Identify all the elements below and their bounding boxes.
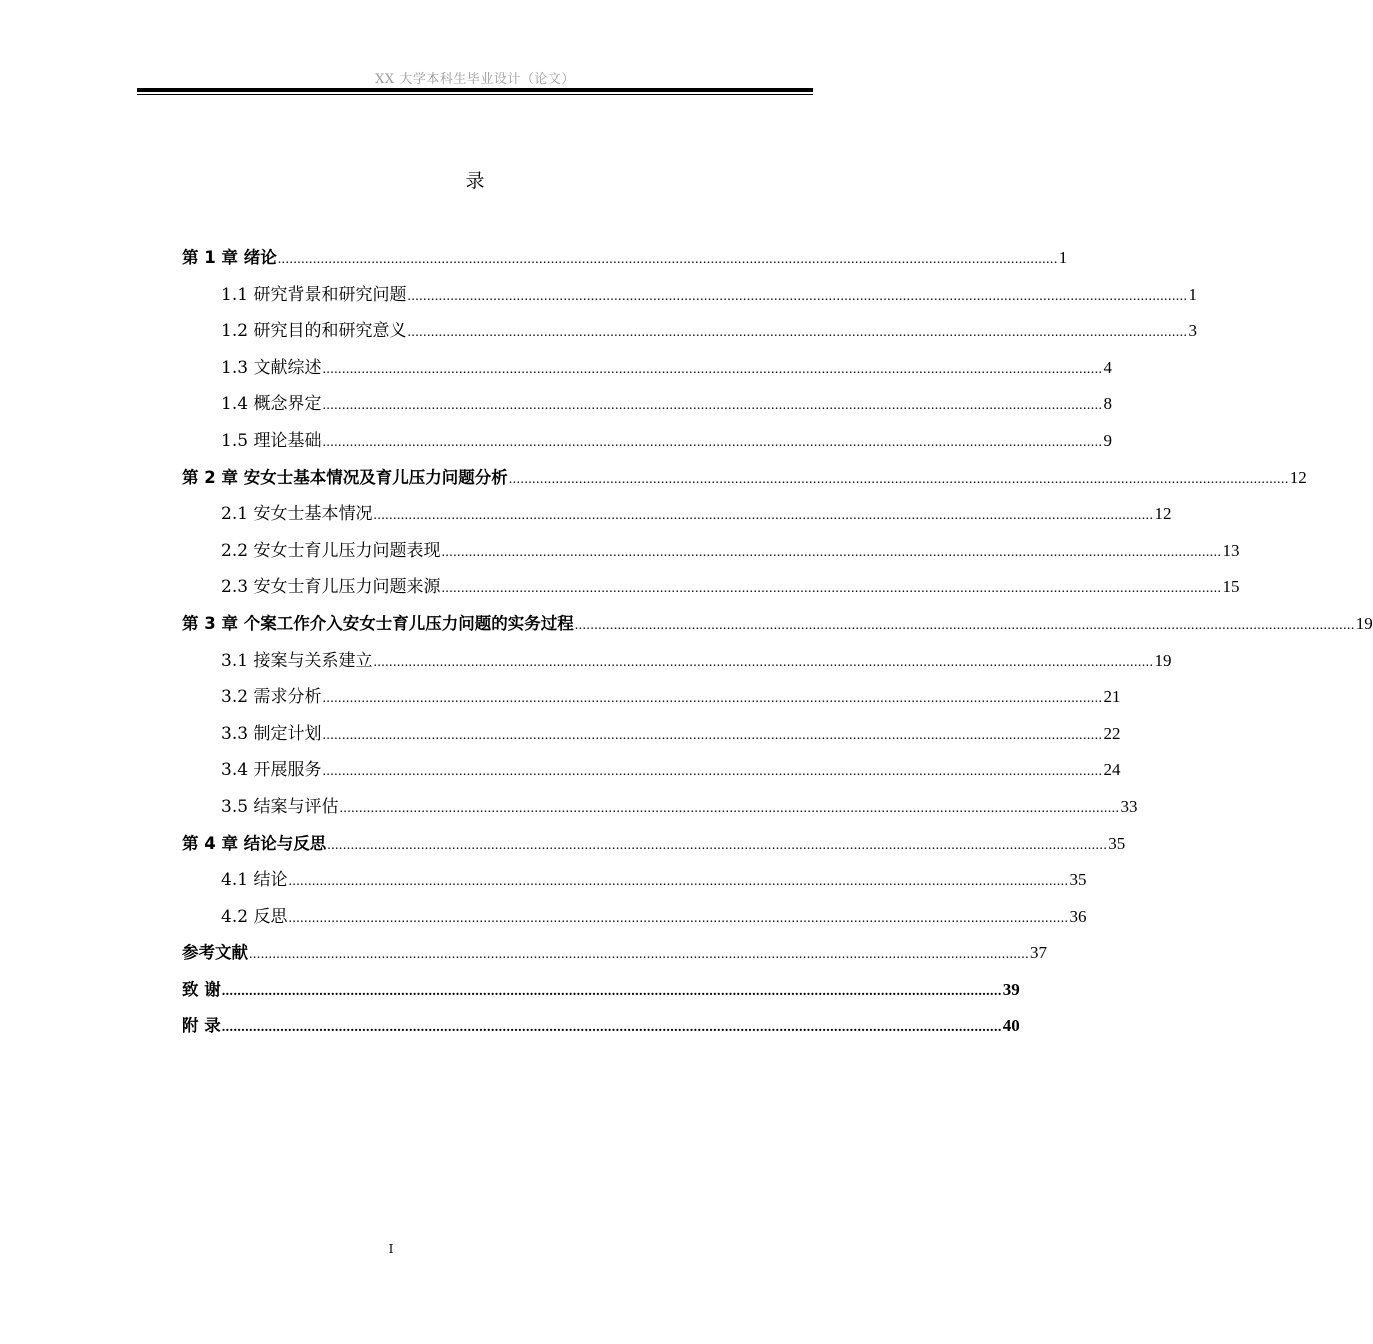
- toc-entry-page: 35: [1069, 870, 1087, 890]
- toc-entry-page: 15: [1222, 577, 1240, 597]
- toc-leader-dots: ........................................................................................................................................................................................................: [322, 398, 1103, 414]
- toc-entry-section-3-5[interactable]: [182, 789, 1138, 826]
- toc-entry-label: 3.1 接案与关系建立: [221, 650, 373, 671]
- toc-leader-dots: ........................................................................................................................................................................................................: [288, 874, 1069, 890]
- toc-leader-dots: ........................................................................................................................................................................................................: [322, 361, 1103, 377]
- toc-leader-dots: ........................................................................................................................................................................................................: [322, 727, 1103, 743]
- toc-entry-chapter-1[interactable]: [182, 240, 1068, 277]
- toc-leader-dots: ........................................................................................................................................................................................................: [322, 764, 1103, 780]
- page-number: I: [388, 1242, 394, 1256]
- toc-entry-label: 2.1 安女士基本情况: [221, 504, 373, 525]
- header-rule-thin: [137, 94, 813, 95]
- toc-entry-chapter-4[interactable]: [182, 826, 1126, 863]
- toc-entry-page: 13: [1222, 540, 1240, 560]
- toc-entry-page: 39: [1002, 979, 1020, 999]
- toc-entry-section-4-1[interactable]: [182, 862, 1087, 899]
- toc-entry-section-3-4[interactable]: [182, 752, 1121, 789]
- toc-entry-page: 36: [1069, 906, 1087, 926]
- toc-entry-acknowledgements[interactable]: [182, 972, 1020, 1009]
- toc-entry-section-4-2[interactable]: [182, 899, 1087, 936]
- toc-entry-label: 2.3 安女士育儿压力问题来源: [221, 577, 441, 598]
- toc-entry-section-1-2[interactable]: [182, 313, 1197, 350]
- toc-entry-label: 1.2 研究目的和研究意义: [221, 321, 407, 342]
- toc-leader-dots: ........................................................................................................................................................................................................: [221, 1020, 1002, 1036]
- toc-entry-page: 35: [1108, 833, 1126, 853]
- toc-entry-label: 1.4 概念界定: [221, 394, 322, 415]
- toc-entry-label: 第 4 章 结论与反思: [182, 833, 327, 853]
- toc-entry-label: 4.1 结论: [221, 870, 288, 891]
- toc-entry-label: 1.3 文献综述: [221, 357, 322, 378]
- toc-leader-dots: ........................................................................................................................................................................................................: [221, 983, 1002, 999]
- toc-leader-dots: ........................................................................................................................................................................................................: [373, 654, 1154, 670]
- toc-leader-dots: ........................................................................................................................................................................................................: [574, 617, 1355, 633]
- toc-entry-page: 1: [1188, 284, 1197, 304]
- toc-entry-page: 22: [1103, 723, 1121, 743]
- toc-entry-section-1-4[interactable]: [182, 386, 1112, 423]
- toc-leader-dots: ........................................................................................................................................................................................................: [339, 800, 1120, 816]
- running-header: XX 大学本科生毕业设计（论文）: [375, 72, 575, 87]
- toc-leader-dots: ........................................................................................................................................................................................................: [322, 434, 1103, 450]
- toc-title: 录: [465, 170, 485, 192]
- toc-entry-page: 21: [1103, 687, 1121, 707]
- header-rule-thick: [137, 88, 813, 92]
- toc-entry-page: 33: [1120, 796, 1138, 816]
- toc-entry-page: 1: [1058, 248, 1068, 267]
- toc-entry-section-2-2[interactable]: [182, 533, 1240, 570]
- toc-leader-dots: ........................................................................................................................................................................................................: [441, 544, 1222, 560]
- toc-entry-page: 4: [1103, 357, 1112, 377]
- toc-entry-section-2-1[interactable]: [182, 496, 1172, 533]
- toc-leader-dots: ........................................................................................................................................................................................................: [327, 837, 1108, 853]
- toc-leader-dots: ........................................................................................................................................................................................................: [407, 288, 1188, 304]
- toc-entry-page: 9: [1103, 430, 1112, 450]
- toc-entry-section-3-2[interactable]: [182, 679, 1121, 716]
- toc-entry-label: 第 1 章 绪论: [182, 248, 277, 267]
- toc-entry-section-1-5[interactable]: [182, 423, 1112, 460]
- toc-leader-dots: ........................................................................................................................................................................................................: [373, 508, 1154, 524]
- toc-entry-section-3-1[interactable]: [182, 643, 1172, 680]
- toc-entry-chapter-3[interactable]: [182, 606, 1373, 643]
- toc-entry-label: 参考文献: [182, 943, 248, 963]
- toc-entry-label: 1.1 研究背景和研究问题: [221, 284, 407, 305]
- toc-entry-page: 3: [1188, 321, 1197, 341]
- toc-leader-dots: ........................................................................................................................................................................................................: [407, 325, 1188, 341]
- table-of-contents: [182, 240, 1373, 1045]
- toc-leader-dots: ........................................................................................................................................................................................................: [249, 947, 1029, 963]
- toc-entry-appendix[interactable]: [182, 1008, 1020, 1045]
- toc-entry-section-1-1[interactable]: [182, 277, 1197, 314]
- toc-entry-label: 3.5 结案与评估: [221, 796, 339, 817]
- toc-entry-section-1-3[interactable]: [182, 350, 1112, 387]
- toc-entry-chapter-2[interactable]: [182, 460, 1307, 497]
- toc-entry-label: 致 谢: [182, 979, 221, 999]
- toc-entry-page: 19: [1154, 650, 1172, 670]
- toc-entry-label: 1.5 理论基础: [221, 430, 322, 451]
- toc-entry-page: 40: [1002, 1016, 1020, 1036]
- toc-entry-page: 37: [1030, 943, 1047, 963]
- toc-leader-dots: ........................................................................................................................................................................................................: [441, 581, 1222, 597]
- toc-entry-page: 24: [1103, 760, 1121, 780]
- toc-entry-label: 3.3 制定计划: [221, 723, 322, 744]
- toc-leader-dots: ........................................................................................................................................................................................................: [288, 910, 1069, 926]
- toc-entry-page: 8: [1103, 394, 1112, 414]
- toc-entry-label: 3.2 需求分析: [221, 687, 322, 708]
- toc-entry-page: 12: [1289, 467, 1307, 487]
- toc-entry-label: 2.2 安女士育儿压力问题表现: [221, 540, 441, 561]
- toc-leader-dots: ........................................................................................................................................................................................................: [508, 471, 1289, 487]
- toc-entry-page: 12: [1154, 504, 1172, 524]
- toc-leader-dots: ........................................................................................................................................................................................................: [322, 691, 1103, 707]
- toc-entry-label: 3.4 开展服务: [221, 760, 322, 781]
- toc-leader-dots: ........................................................................................................................................................................................................: [277, 252, 1058, 267]
- toc-entry-section-3-3[interactable]: [182, 716, 1121, 753]
- toc-entry-label: 第 2 章 安女士基本情况及育儿压力问题分析: [182, 467, 508, 487]
- toc-entry-label: 4.2 反思: [221, 906, 288, 927]
- toc-entry-label: 第 3 章 个案工作介入安女士育儿压力问题的实务过程: [182, 613, 574, 633]
- toc-entry-references[interactable]: [182, 935, 1047, 972]
- toc-entry-page: 19: [1355, 613, 1373, 633]
- toc-entry-section-2-3[interactable]: [182, 569, 1240, 606]
- toc-entry-label: 附 录: [182, 1016, 221, 1036]
